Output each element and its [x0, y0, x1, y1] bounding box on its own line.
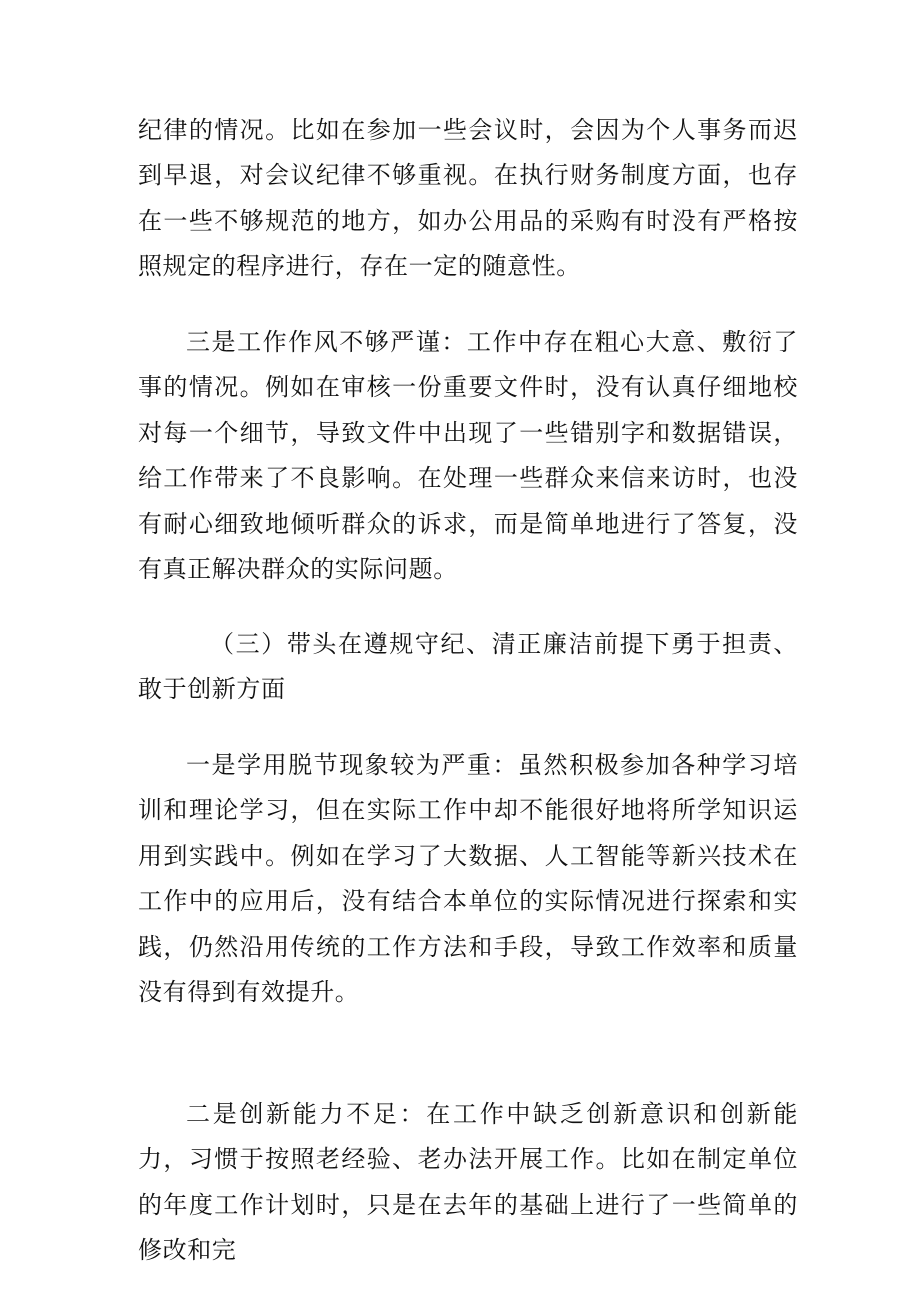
paragraph-lead: 二是创新能力不足： — [186, 1100, 427, 1128]
paragraph-lead: 一是学用脱节现象较为严重： — [186, 751, 518, 779]
paragraph-text: 工作中存在粗心大意、敷衍了事的情况。例如在审核一份重要文件时，没有认真仔细地校对每一个细节，导致文件中出现了一些错别字和数据错误，给工作带来了不良影响。在处理一些群众来信来访时，也没有耐心细致地倾听群众的诉求，而是简单地进行了答复，没有真正解决群众的实际问题。 — [138, 328, 798, 584]
paragraph-text: 虽然积极参加各种学习培训和理论学习，但在实际工作中却不能很好地将所学知识运用到实践中。例如在学习了大数据、人工智能等新兴技术在工作中的应用后，没有结合本单位的实际情况进行探索和实践，仍然沿用传统的工作方法和手段，导致工作效率和质量没有得到有效提升。 — [138, 751, 798, 1007]
paragraph-text: 在工作中缺乏创新意识和创新能力，习惯于按照老经验、老办法开展工作。比如在制定单位的年度工作计划时，只是在去年的基础上进行了一些简单的修改和完 — [138, 1100, 798, 1265]
paragraph-innovation — [138, 1092, 798, 1274]
paragraph-learning-practice — [138, 743, 798, 1015]
paragraph-lead: 三是工作作风不够严谨： — [186, 328, 467, 356]
paragraph-text: 纪律的情况。比如在参加一些会议时，会因为个人事务而迟到早退，对会议纪律不够重视。在执行财务制度方面，也存在一些不够规范的地方，如办公用品的采购有时没有严格按照规定的程序进行，存在一定的随意性。 — [138, 116, 798, 281]
section-heading — [138, 622, 798, 713]
section-heading-text: （三）带头在遵规守纪、清正廉洁前提下勇于担责、敢于创新方面 — [138, 630, 798, 704]
paragraph-work-style — [138, 320, 798, 592]
paragraph-discipline-continued — [138, 108, 798, 290]
